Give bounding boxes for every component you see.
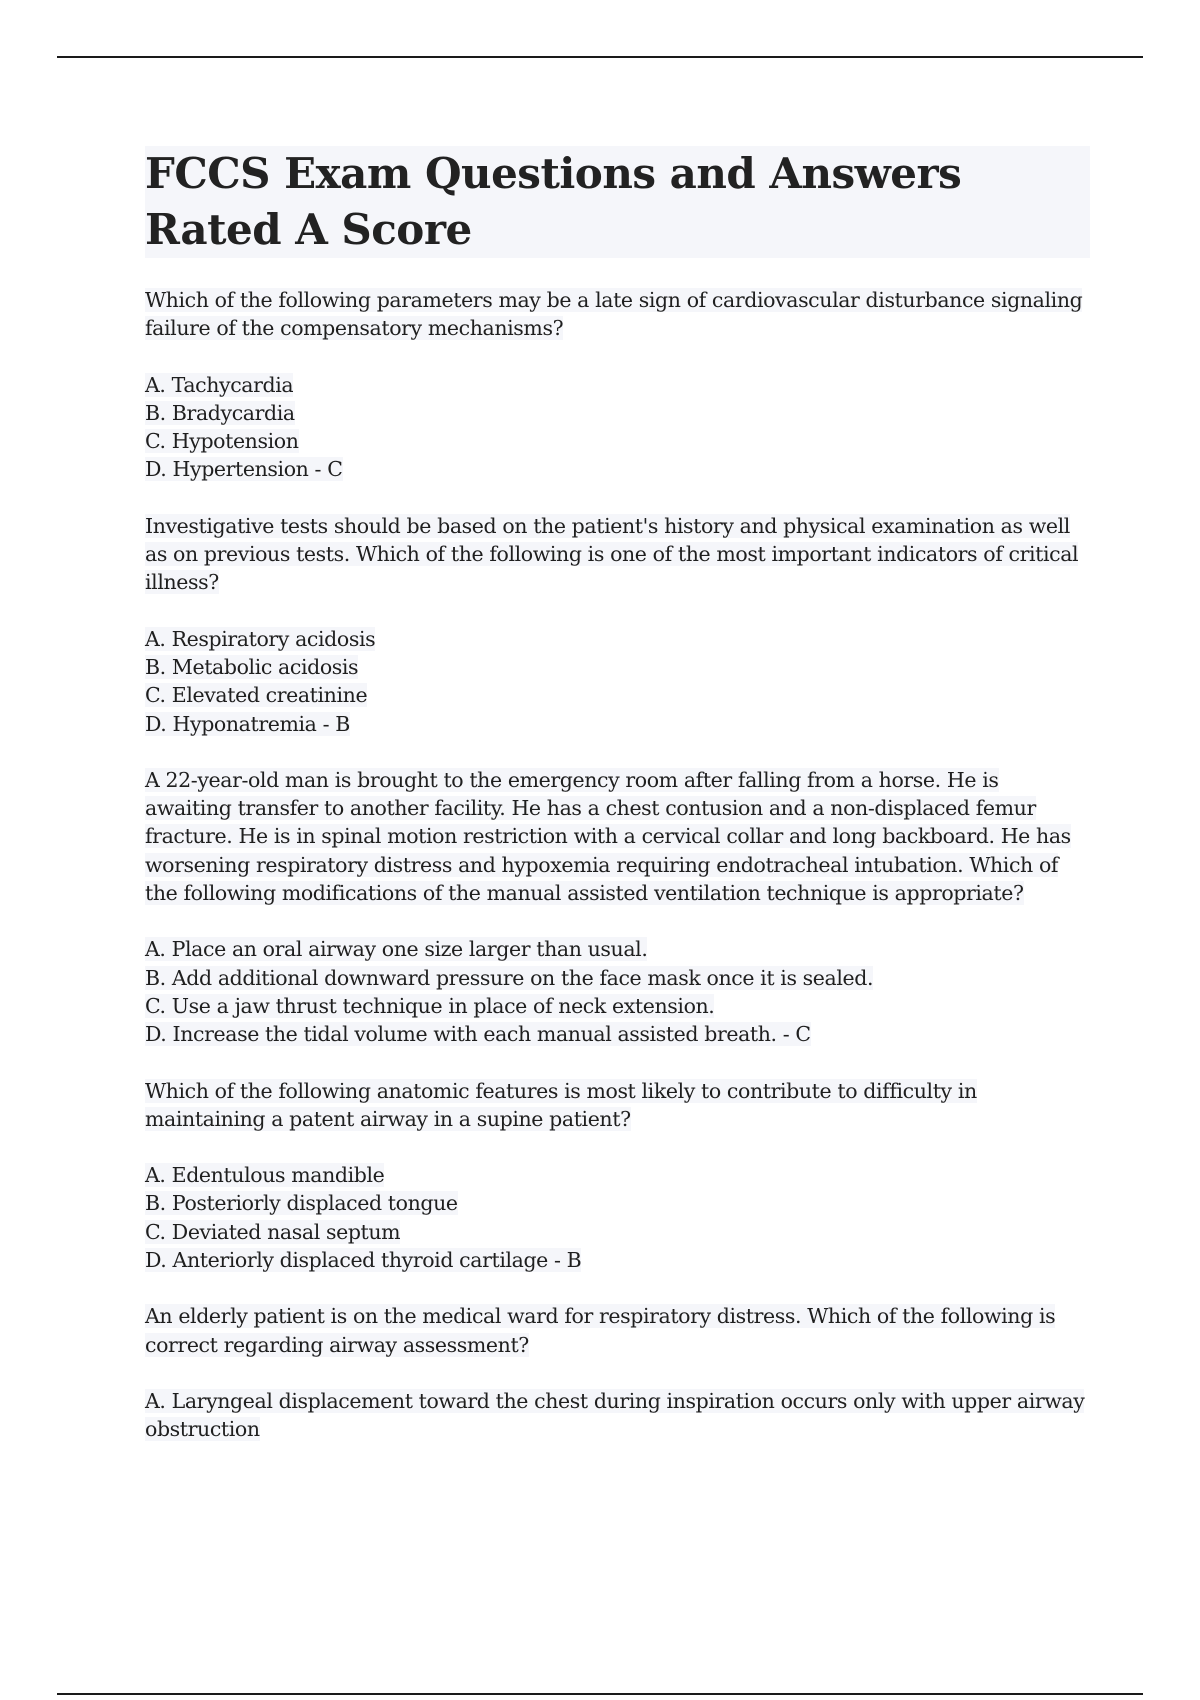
option-item: B. Metabolic acidosis bbox=[145, 654, 359, 679]
document-title: FCCS Exam Questions and Answers Rated A Score bbox=[145, 146, 1090, 258]
top-rule bbox=[57, 56, 1143, 58]
option-item: D. Increase the tidal volume with each manual assisted breath. - C bbox=[145, 1022, 811, 1047]
option-item: D. Anteriorly displaced thyroid cartilage - B bbox=[145, 1248, 582, 1273]
question-text: Which of the following parameters may be a late sign of cardiovascular disturbance signaling failure of the compensatory mechanisms? bbox=[145, 288, 1083, 341]
question-text: A 22-year-old man is brought to the emergency room after falling from a horse. He is awaiting transfer to another facility. He has a chest contusion and a non-displaced femur fracture. He is in spinal motion restriction with a cervical collar and long backboard. He has worsening respiratory distress and hypoxemia requiring endotracheal intubation. Which of the following modifications of the manual assisted ventilation technique is appropriate? bbox=[145, 767, 1071, 906]
option-item: A. Edentulous mandible bbox=[145, 1163, 385, 1188]
question-list bbox=[145, 286, 1090, 1444]
option-item: D. Hypertension - C bbox=[145, 457, 343, 482]
option-item: A. Tachycardia bbox=[145, 372, 294, 397]
option-item: B. Posteriorly displaced tongue bbox=[145, 1191, 458, 1216]
option-item: B. Bradycardia bbox=[145, 400, 295, 425]
option-list bbox=[145, 935, 1090, 1048]
option-list bbox=[145, 1161, 1090, 1274]
option-list bbox=[145, 1387, 1090, 1444]
document-content bbox=[145, 146, 1090, 1472]
option-item: A. Place an oral airway one size larger than usual. bbox=[145, 937, 648, 962]
option-item: A. Laryngeal displacement toward the chest during inspiration occurs only with upper airway obstruction bbox=[145, 1388, 1085, 1442]
option-item: C. Use a jaw thrust technique in place of neck extension. bbox=[145, 993, 715, 1018]
question-text: Which of the following anatomic features is most likely to contribute to difficulty in maintaining a patent airway in a supine patient? bbox=[145, 1078, 977, 1131]
option-list bbox=[145, 371, 1090, 484]
option-list bbox=[145, 625, 1090, 738]
bottom-rule bbox=[57, 1693, 1143, 1695]
question-text: Investigative tests should be based on the patient's history and physical examination as well as on previous tests. Which of the following is one of the most important indicators of critical illness? bbox=[145, 513, 1079, 595]
option-item: D. Hyponatremia - B bbox=[145, 711, 350, 736]
option-item: C. Elevated creatinine bbox=[145, 683, 368, 708]
question-text: An elderly patient is on the medical ward for respiratory distress. Which of the following is correct regarding airway assessment? bbox=[145, 1304, 1056, 1357]
option-item: C. Deviated nasal septum bbox=[145, 1219, 401, 1244]
option-item: B. Add additional downward pressure on the face mask once it is sealed. bbox=[145, 965, 874, 990]
option-item: C. Hypotension bbox=[145, 429, 299, 454]
option-item: A. Respiratory acidosis bbox=[145, 626, 376, 651]
